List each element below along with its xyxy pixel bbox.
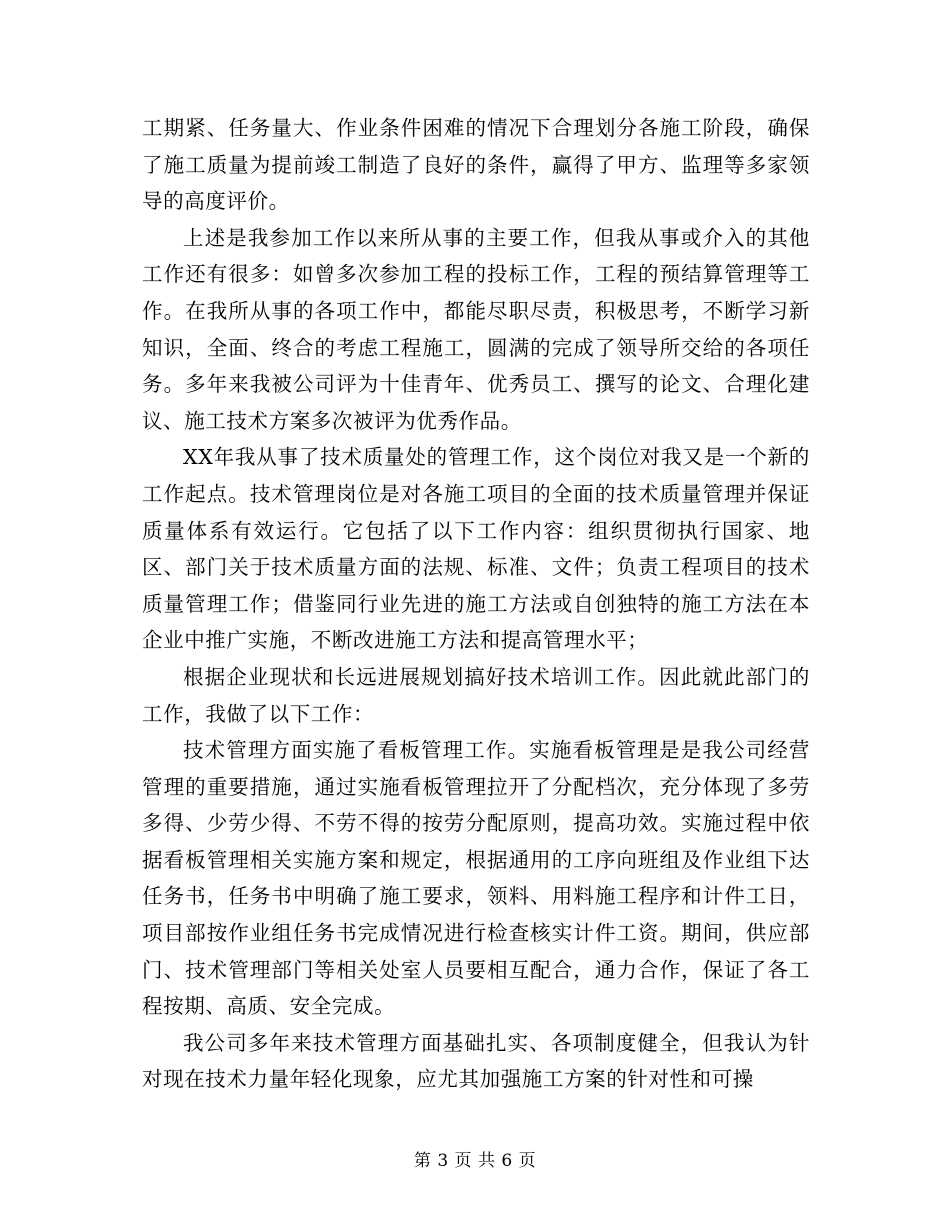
document-body	[142, 110, 810, 1098]
paragraph-technical-quality: XX年我从事了技术质量处的管理工作，这个岗位对我又是一个新的工作起点。技术管理岗位是对各施工项目的全面的技术质量管理并保证质量体系有效运行。它包括了以下工作内容：组织贯彻执行国家、地区、部门关于技术质量方面的法规、标准、文件；负责工程项目的技术质量管理工作；借鉴同行业先进的施工方法或自创独特的施工方法在本企业中推广实施，不断改进施工方法和提高管理水平；	[142, 445, 810, 653]
paragraph-construction-plan: 我公司多年来技术管理方面基础扎实、各项制度健全，但我认为针对现在技术力量年轻化现象，应尤其加强施工方案的针对性和可操	[142, 1030, 810, 1092]
page-number: 第 3 页 共 6 页	[413, 1151, 537, 1171]
paragraph-continuation: 工期紧、任务量大、作业条件困难的情况下合理划分各施工阶段，确保了施工质量为提前竣工制造了良好的条件，赢得了甲方、监理等多家领导的高度评价。	[142, 116, 810, 214]
page-footer	[0, 1146, 950, 1171]
paragraph-other-work: 上述是我参加工作以来所从事的主要工作，但我从事或介入的其他工作还有很多：如曾多次参加工程的投标工作，工程的预结算管理等工作。在我所从事的各项工作中，都能尽职尽责，积极思考，不断学习新知识，全面、终合的考虑工程施工，圆满的完成了领导所交给的各项任务。多年来我被公司评为十佳青年、优秀员工、撰写的论文、合理化建议、施工技术方案多次被评为优秀作品。	[142, 225, 810, 433]
paragraph-kanban-management: 技术管理方面实施了看板管理工作。实施看板管理是是我公司经营管理的重要措施，通过实施看板管理拉开了分配档次，充分体现了多劳多得、少劳少得、不劳不得的按劳分配原则，提高功效。实施过程中依据看板管理相关实施方案和规定，根据通用的工序向班组及作业组下达任务书，任务书中明确了施工要求，领料、用料施工程序和计件工日，项目部按作业组任务书完成情况进行检查核实计件工资。期间，供应部门、技术管理部门等相关处室人员要相互配合，通力合作，保证了各工程按期、高质、安全完成。	[142, 738, 810, 1019]
paragraph-training: 根据企业现状和长远进展规划搞好技术培训工作。因此就此部门的工作，我做了以下工作：	[142, 664, 810, 726]
